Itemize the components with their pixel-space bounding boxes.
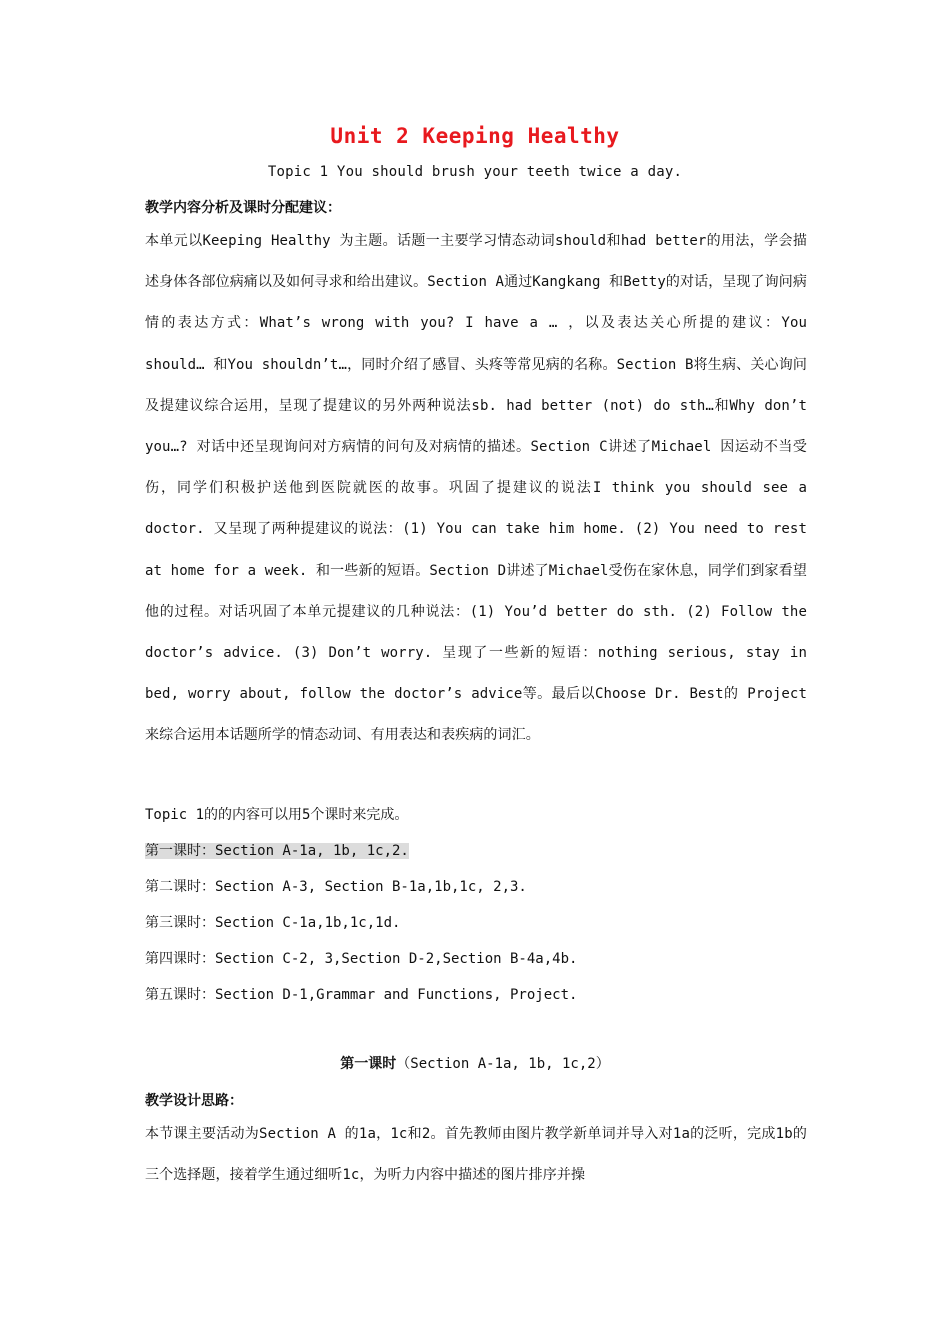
- topic-subtitle: Topic 1 You should brush your teeth twice a day.: [267, 164, 683, 180]
- lesson1-title: [0, 1053, 950, 1073]
- lesson1-title-bold: 第一课时: [340, 1056, 397, 1072]
- design-idea-paragraph: 本节课主要活动为Section A 的1a，1c和2。首先教师由图片教学新单词并导入对1a的泛听，完成1b的三个选择题，接着学生通过细听1c，为听力内容中描述的图片排序并操: [145, 1126, 807, 1184]
- unit-title: Unit 2 Keeping Healthy: [330, 124, 620, 148]
- content-analysis-paragraph: 本单元以Keeping Healthy 为主题。话题一主要学习情态动词should和had better的用法，学会描述身体各部位病痛以及如何寻求和给出建议。Section A通过Kangkang 和Betty的对话，呈现了询问病情的表达方式：What’s wrong with you? I have a … ，以及表达关心所提的建议：You should… 和You shouldn’t…，同时介绍了感冒、头疼等常见病的名称。Section B将生病、关心询问及提建议综合运用，呈现了提建议的另外两种说法sb. had better (not) do sth…和Why don’t you…? 对话中还呈现询问对方病情的问句及对病情的描述。Section C讲述了Michael 因运动不当受伤，同学们积极护送他到医院就医的故事。巩固了提建议的说法I think you should see a doctor. 又呈现了两种提建议的说法：(1) You can take him home. (2) You need to rest at home for a week. 和一些新的短语。Section D讲述了Michael受伤在家休息，同学们到家看望他的过程。对话巩固了本单元提建议的几种说法：(1) You’d better do sth. (2) Follow the doctor’s advice. (3) Don’t worry. 呈现了一些新的短语：nothing serious, stay in bed, worry about, follow the doctor’s advice等。最后以Choose Dr. Best的 Project来综合运用本话题所学的情态动词、有用表达和表疾病的词汇。: [145, 233, 807, 744]
- lesson-plan-item: 第三课时：Section C-1a,1b,1c,1d.: [145, 915, 401, 931]
- highlighted-lesson-text: 第一课时：Section A-1a, 1b, 1c,2.: [145, 843, 409, 859]
- content-analysis-heading: 教学内容分析及课时分配建议：: [145, 200, 341, 216]
- lesson1-title-rest: （Section A-1a, 1b, 1c,2）: [396, 1056, 610, 1072]
- design-idea-heading: 教学设计思路：: [145, 1093, 243, 1109]
- lesson-plan-item: 第五课时：Section D-1,Grammar and Functions, Project.: [145, 987, 578, 1003]
- lesson-plan-item: 第二课时：Section A-3, Section B-1a,1b,1c, 2,3.: [145, 879, 527, 895]
- lesson-plan-item: 第四课时：Section C-2, 3,Section D-2,Section B-4a,4b.: [145, 951, 578, 967]
- lesson-plan-item: [145, 840, 409, 860]
- topic-lesson-count-note: Topic 1的的内容可以用5个课时来完成。: [145, 807, 409, 823]
